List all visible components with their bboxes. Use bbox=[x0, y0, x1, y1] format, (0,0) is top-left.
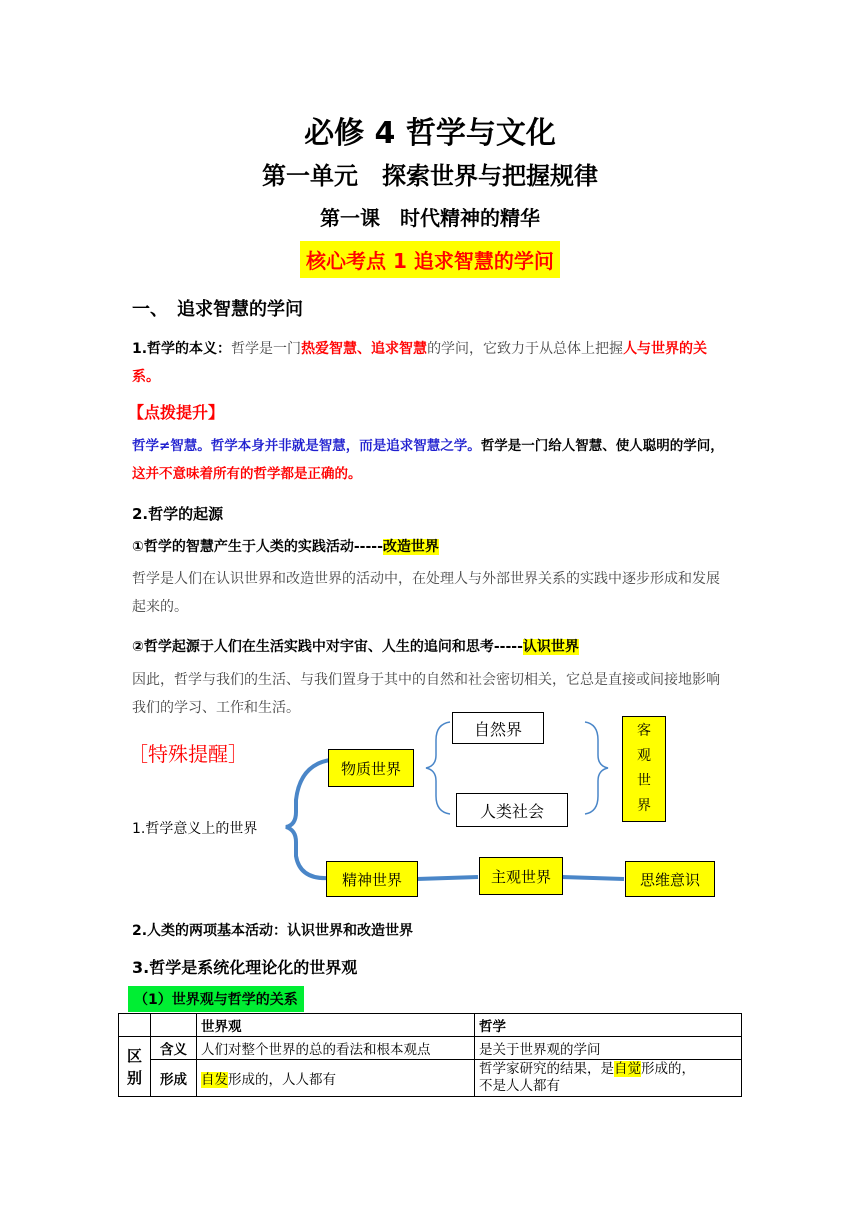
thought-box: 思维意识 bbox=[625, 861, 715, 897]
spontaneous-highlight: 自发 bbox=[201, 1072, 228, 1088]
key-point-title: 核心考点 1 追求智慧的学问 bbox=[300, 241, 560, 278]
table-header-worldview: 世界观 bbox=[197, 1014, 475, 1037]
main-title: 必修 4 哲学与文化 bbox=[304, 116, 556, 151]
group-char: 区 bbox=[126, 1046, 142, 1065]
group-char: 别 bbox=[126, 1068, 142, 1087]
origin-2-text: ②哲学起源于人们在生活实践中对宇宙、人生的追问和思考----- bbox=[132, 639, 523, 655]
special-reminder-label: ［特殊提醒］ bbox=[128, 742, 248, 766]
tip-label: 【点拨提升】 bbox=[128, 403, 225, 422]
row-label-formation: 形成 bbox=[151, 1060, 197, 1097]
material-world-box: 物质世界 bbox=[328, 749, 414, 787]
table-cell bbox=[475, 1060, 742, 1097]
tip-text: 哲学是一门给人智慧、使人聪明的学问， bbox=[480, 438, 724, 454]
objective-char: 客 bbox=[637, 723, 651, 739]
table-row bbox=[119, 1014, 742, 1037]
section-heading: 一、 追求智慧的学问 bbox=[132, 299, 303, 320]
cell-text: 不是人人都有 bbox=[479, 1078, 560, 1094]
table-group-label bbox=[119, 1037, 151, 1097]
origin-1-desc: 哲学是人们在认识世界和改造世界的活动中，在处理人与外部世界关系的实践中逐步形成和发展起来的。 bbox=[132, 571, 720, 615]
lesson-title: 第一课 时代精神的精华 bbox=[320, 206, 540, 230]
conscious-highlight: 自觉 bbox=[614, 1061, 641, 1077]
table-cell bbox=[119, 1014, 151, 1037]
table-cell: 人们对整个世界的总的看法和根本观点 bbox=[197, 1037, 475, 1060]
objective-char: 世 bbox=[637, 773, 651, 789]
nature-box: 自然界 bbox=[452, 712, 544, 744]
item-1-red-a: 热爱智慧、追求智慧 bbox=[301, 341, 428, 357]
unit-title: 第一单元 探索世界与把握规律 bbox=[262, 162, 598, 190]
origin-1-highlight: 改造世界 bbox=[382, 539, 439, 555]
item-1-text-a: 哲学是一门 bbox=[231, 341, 302, 357]
table-row bbox=[119, 1060, 742, 1097]
item-1-text-b: 的学问，它致力于从总体上把握 bbox=[427, 341, 624, 357]
item-2-label: 2.哲学的起源 bbox=[132, 505, 224, 523]
origin-1-text: ①哲学的智慧产生于人类的实践活动----- bbox=[132, 539, 383, 555]
subjective-world-box: 主观世界 bbox=[479, 857, 563, 895]
item-1-red-b: 人与世界的关系。 bbox=[132, 341, 708, 385]
sub-heading: （1）世界观与哲学的关系 bbox=[128, 986, 304, 1012]
origin-2-desc: 因此，哲学与我们的生活、与我们置身于其中的自然和社会密切相关，它总是直接或间接地影响我们的学习、工作和生活。 bbox=[132, 672, 720, 716]
objective-char: 界 bbox=[637, 798, 651, 814]
activities-item: 2.人类的两项基本活动：认识世界和改造世界 bbox=[132, 923, 414, 939]
tip-red-text: 这并不意味着所有的哲学都是正确的。 bbox=[132, 466, 362, 482]
objective-world-box bbox=[622, 716, 666, 822]
table-cell bbox=[197, 1060, 475, 1097]
spiritual-world-box: 精神世界 bbox=[326, 861, 418, 897]
item-1-label: 1.哲学的本义： bbox=[132, 341, 232, 357]
cell-text: 形成的，人人都有 bbox=[228, 1072, 336, 1088]
cell-text: 哲学家研究的结果，是 bbox=[479, 1061, 614, 1077]
origin-2-highlight: 认识世界 bbox=[522, 639, 579, 655]
table-cell: 是关于世界观的学问 bbox=[475, 1037, 742, 1060]
table-row bbox=[119, 1037, 742, 1060]
item-3-label: 3.哲学是系统化理论化的世界观 bbox=[132, 958, 358, 977]
table-cell bbox=[151, 1014, 197, 1037]
objective-char: 观 bbox=[637, 748, 651, 764]
diagram-label: 1.哲学意义上的世界 bbox=[132, 821, 258, 837]
row-label-meaning: 含义 bbox=[151, 1037, 197, 1060]
society-box: 人类社会 bbox=[456, 793, 568, 827]
comparison-table bbox=[118, 1013, 742, 1097]
tip-blue-text: 哲学≠智慧。哲学本身并非就是智慧，而是追求智慧之学。 bbox=[132, 438, 481, 454]
table-header-philosophy: 哲学 bbox=[475, 1014, 742, 1037]
cell-text: 形成的， bbox=[641, 1061, 695, 1077]
